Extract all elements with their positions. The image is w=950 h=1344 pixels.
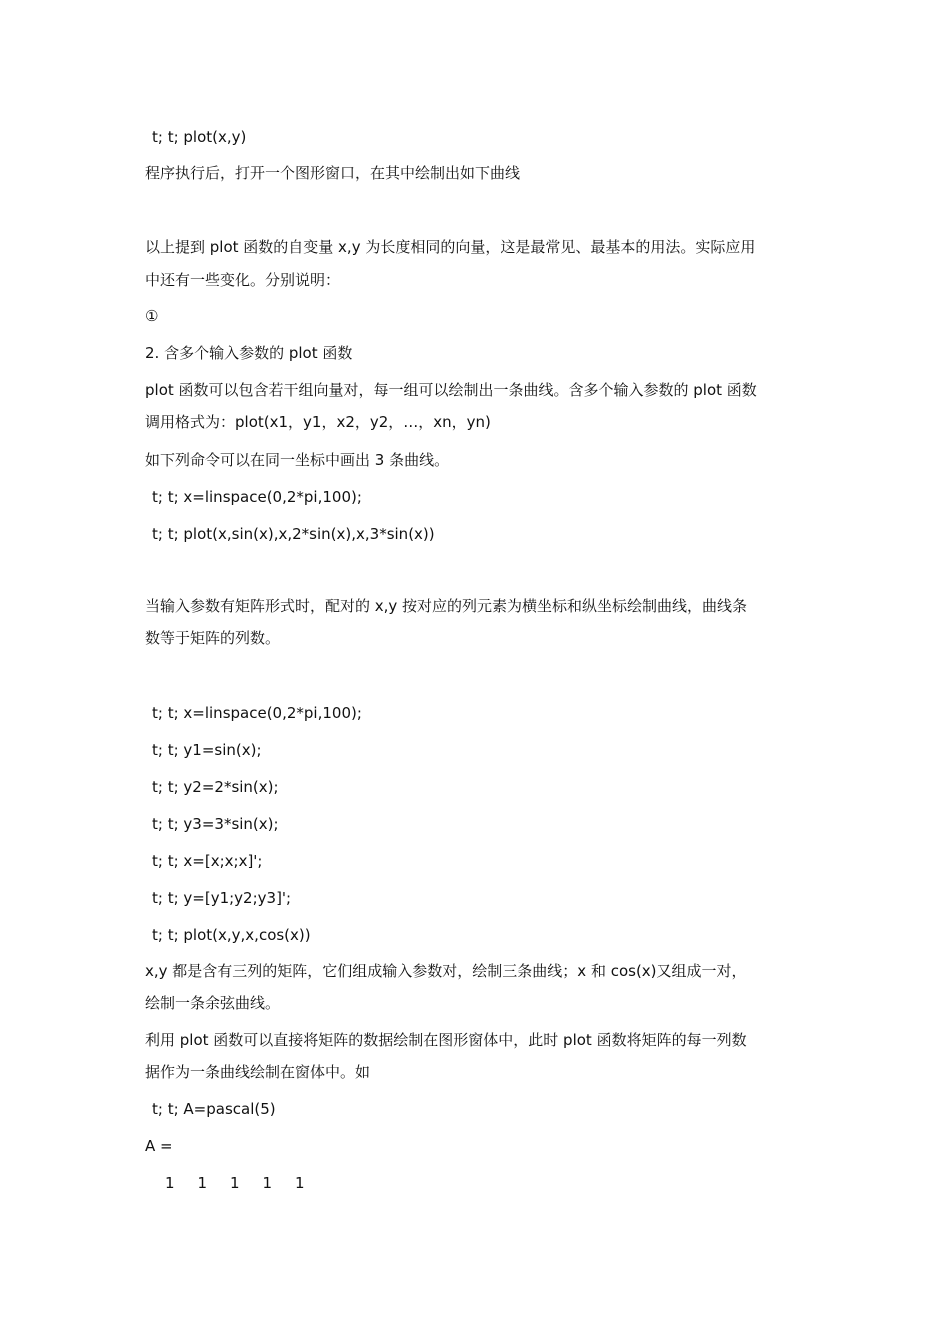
code-line: t; t; x=linspace(0,2*pi,100); bbox=[152, 488, 362, 506]
circled-number: ① bbox=[145, 307, 159, 325]
matrix-cell: 1 bbox=[295, 1174, 305, 1192]
matrix-cell: 1 bbox=[197, 1174, 208, 1192]
paragraph-line: 数等于矩阵的列数。 bbox=[145, 629, 281, 647]
paragraph-line: 以上提到 plot 函数的自变量 x,y 为长度相同的向量，这是最常见、最基本的用法。实际应用 bbox=[145, 238, 756, 256]
matrix-label: A = bbox=[145, 1137, 173, 1155]
matrix-cell: 1 bbox=[262, 1174, 273, 1192]
paragraph-line: plot 函数可以包含若干组向量对，每一组可以绘制出一条曲线。含多个输入参数的 plot 函数 bbox=[145, 381, 757, 399]
matrix-row bbox=[165, 1173, 328, 1193]
matrix-cell: 1 bbox=[230, 1174, 240, 1192]
code-line: t; t; x=linspace(0,2*pi,100); bbox=[152, 704, 362, 722]
code-line: t; t; y=[y1;y2;y3]'; bbox=[152, 889, 292, 907]
paragraph-line: 当输入参数有矩阵形式时，配对的 x,y 按对应的列元素为横坐标和纵坐标绘制曲线，曲线条 bbox=[145, 597, 748, 615]
paragraph-line: 据作为一条曲线绘制在窗体中。如 bbox=[145, 1063, 371, 1081]
code-line: t; t; y3=3*sin(x); bbox=[152, 815, 279, 833]
matrix-cell: 1 bbox=[165, 1174, 175, 1192]
code-line: t; t; plot(x,y,x,cos(x)) bbox=[152, 926, 311, 944]
code-line: t; t; y1=sin(x); bbox=[152, 741, 262, 759]
code-line: t; t; A=pascal(5) bbox=[152, 1100, 276, 1118]
paragraph-line: 程序执行后，打开一个图形窗口，在其中绘制出如下曲线 bbox=[145, 164, 521, 182]
code-line: t; t; y2=2*sin(x); bbox=[152, 778, 279, 796]
paragraph-line: 利用 plot 函数可以直接将矩阵的数据绘制在图形窗体中，此时 plot 函数将矩阵的每一列数 bbox=[145, 1031, 747, 1049]
paragraph-line: 中还有一些变化。分别说明： bbox=[145, 271, 341, 289]
code-line: t; t; plot(x,sin(x),x,2*sin(x),x,3*sin(x)) bbox=[152, 525, 435, 543]
code-line: t; t; x=[x;x;x]'; bbox=[152, 852, 263, 870]
paragraph-line: 如下列命令可以在同一坐标中画出 3 条曲线。 bbox=[145, 451, 450, 469]
section-heading: 2. 含多个输入参数的 plot 函数 bbox=[145, 344, 353, 362]
paragraph-line: 调用格式为：plot(x1，y1，x2，y2，…，xn，yn) bbox=[145, 413, 491, 431]
code-line: t; t; plot(x,y) bbox=[152, 128, 247, 146]
paragraph-line: x,y 都是含有三列的矩阵，它们组成输入参数对，绘制三条曲线；x 和 cos(x)又组成一对， bbox=[145, 962, 747, 980]
paragraph-line: 绘制一条余弦曲线。 bbox=[145, 994, 281, 1012]
